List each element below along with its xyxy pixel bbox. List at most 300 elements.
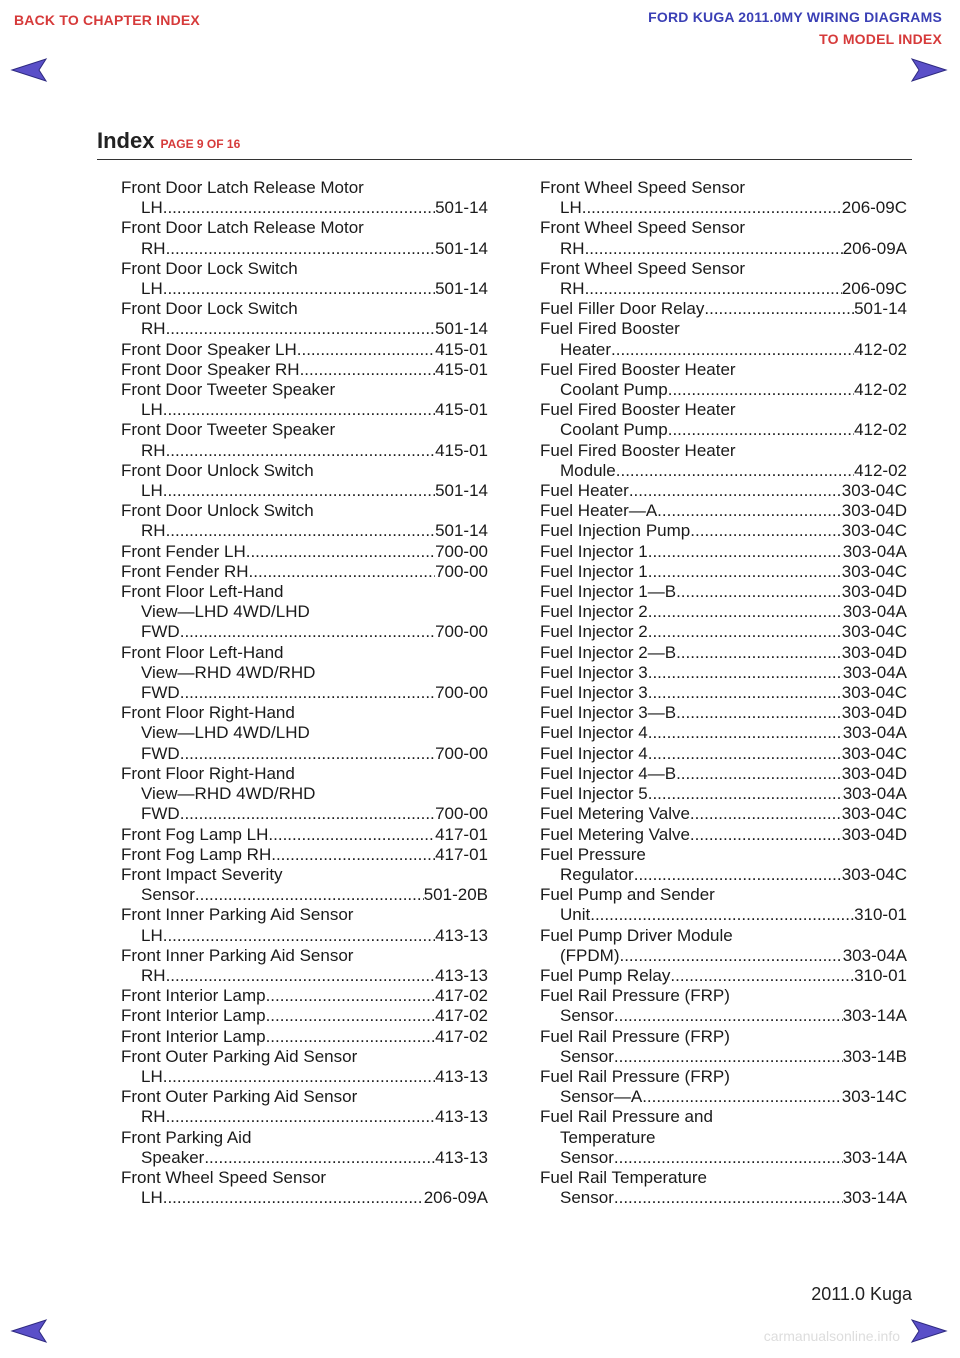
index-entry-page-ref[interactable]: 501-14	[435, 319, 488, 339]
index-entry-leader-row	[540, 299, 907, 319]
index-entry-leader-row	[540, 643, 907, 663]
index-entry[interactable]	[540, 986, 907, 1026]
dot-leader	[163, 1067, 435, 1087]
index-entry[interactable]	[540, 966, 907, 986]
index-entry-leader-row	[540, 461, 907, 481]
index-entry-page-ref[interactable]: 413-13	[435, 965, 488, 985]
index-entry[interactable]	[121, 218, 488, 258]
next-page-right-arrow-icon[interactable]	[910, 57, 948, 83]
index-entry-leader-row	[121, 319, 488, 339]
index-entry-page-ref[interactable]: 303-14A	[842, 1006, 907, 1026]
index-entry-label-line: Front Door Lock Switch	[121, 258, 298, 278]
index-entry-leader-row	[540, 1148, 907, 1168]
index-entry-label-line: Fuel Pressure	[540, 844, 646, 864]
index-entry-leader-row	[540, 784, 907, 804]
index-entry-leader-row	[540, 521, 907, 541]
dot-leader	[619, 946, 842, 966]
index-entry[interactable]	[540, 703, 907, 723]
index-entry-leader-row	[540, 340, 907, 360]
index-entry-page-ref[interactable]: 303-04D	[841, 501, 907, 521]
index-entry-label-line: Front Parking Aid	[121, 1127, 252, 1147]
dot-leader	[629, 481, 842, 501]
index-entry-label: Fuel Injector 2—B	[540, 642, 677, 662]
index-entry-leader-row	[540, 481, 907, 501]
dot-leader	[166, 521, 436, 541]
index-entry-label: LH	[141, 279, 163, 299]
index-entry[interactable]	[121, 825, 488, 845]
index-entry-page-ref[interactable]: 415-01	[435, 400, 488, 420]
dot-leader	[249, 562, 436, 582]
index-entry-label-line: Front Door Tweeter Speaker	[121, 380, 336, 400]
index-entry-leader-row	[121, 198, 488, 218]
index-entry-leader-row	[121, 1188, 488, 1208]
index-entry-label-line: Fuel Rail Pressure (FRP)	[540, 1066, 730, 1086]
index-entry-page-ref[interactable]: 700-00	[435, 541, 488, 561]
index-entry[interactable]	[540, 804, 907, 824]
index-entry-page-ref[interactable]: 303-04C	[841, 864, 907, 884]
dot-leader	[634, 865, 842, 885]
index-entry-page-ref[interactable]: 303-14A	[842, 1147, 907, 1167]
dot-leader	[614, 1148, 843, 1168]
dot-leader	[648, 784, 843, 804]
index-entry-leader-row	[121, 1006, 488, 1026]
back-to-chapter-index-link[interactable]: BACK TO CHAPTER INDEX	[14, 12, 200, 28]
index-entry-page-ref[interactable]: 417-02	[435, 986, 488, 1006]
index-entry-leader-row	[540, 825, 907, 845]
index-entry[interactable]	[540, 562, 907, 582]
index-entry-leader-row	[540, 744, 907, 764]
index-entry-page-ref[interactable]: 415-01	[435, 339, 488, 359]
index-entry[interactable]	[540, 542, 907, 562]
dot-leader	[668, 420, 854, 440]
dot-leader	[266, 986, 436, 1006]
index-entry-page-ref[interactable]: 412-02	[854, 380, 907, 400]
index-entry-page-ref[interactable]: 303-04C	[841, 481, 907, 501]
footer-model-year: 2011.0 Kuga	[811, 1284, 912, 1304]
dot-leader	[585, 239, 843, 259]
index-entry-label: Fuel Injector 1	[540, 541, 648, 561]
dot-leader	[585, 279, 842, 299]
index-entry-page-ref[interactable]: 417-02	[435, 1026, 488, 1046]
index-entry[interactable]	[540, 481, 907, 501]
index-entry-label: Fuel Injector 4	[540, 723, 648, 743]
index-entry-label-line: Front Inner Parking Aid Sensor	[121, 905, 354, 925]
index-entry-page-ref[interactable]: 303-04C	[841, 683, 907, 703]
index-entry-label: FWD	[141, 804, 180, 824]
index-entry-page-ref[interactable]: 415-01	[435, 440, 488, 460]
index-entry-leader-row	[121, 885, 488, 905]
index-entry-leader-row	[121, 441, 488, 461]
index-entry-label: Fuel Injector 5	[540, 784, 648, 804]
index-entry-label: Front Fog Lamp RH	[121, 844, 272, 864]
index-entry-page-ref[interactable]: 303-04A	[842, 541, 907, 561]
index-entry-leader-row	[540, 1087, 907, 1107]
index-entry[interactable]	[540, 319, 907, 359]
index-entry-page-ref[interactable]: 412-02	[854, 339, 907, 359]
index-entry-label: Speaker	[141, 1147, 205, 1167]
dot-leader	[648, 602, 843, 622]
index-entry-label: Fuel Metering Valve	[540, 804, 690, 824]
index-entry[interactable]	[540, 259, 907, 299]
index-entry-page-ref[interactable]: 206-09A	[842, 238, 907, 258]
index-entry-label: (FPDM)	[560, 945, 620, 965]
index-entry-leader-row	[540, 562, 907, 582]
index-entry[interactable]	[540, 784, 907, 804]
index-entry[interactable]	[540, 521, 907, 541]
index-entry[interactable]	[121, 380, 488, 420]
index-entry-page-ref[interactable]: 501-14	[435, 238, 488, 258]
index-entry-page-ref[interactable]: 501-14	[435, 279, 488, 299]
index-entry[interactable]	[121, 259, 488, 299]
index-entry-label: Fuel Injector 4	[540, 743, 648, 763]
index-entry-label: Fuel Injector 3—B	[540, 703, 677, 723]
index-entry-label: RH	[141, 440, 166, 460]
dot-leader	[690, 804, 842, 824]
document-title: FORD KUGA 2011.0MY WIRING DIAGRAMS	[648, 9, 942, 25]
index-entry-label-line: View—LHD 4WD/LHD	[141, 723, 310, 743]
index-entry-page-ref[interactable]: 310-01	[854, 905, 907, 925]
index-entry-label-line: Fuel Fired Booster Heater	[540, 440, 736, 460]
index-entry-page-ref[interactable]: 501-20B	[423, 885, 488, 905]
index-entry-leader-row	[121, 1067, 488, 1087]
index-entry-page-ref[interactable]: 303-04A	[842, 723, 907, 743]
index-entry-label: Fuel Injector 3	[540, 683, 648, 703]
index-entry-page-ref[interactable]: 501-14	[854, 299, 907, 319]
index-entry-label-line: Temperature	[560, 1127, 656, 1147]
index-entry-label: Coolant Pump	[560, 380, 668, 400]
index-entry-label-line: Fuel Rail Pressure (FRP)	[540, 1026, 730, 1046]
index-entry-leader-row	[540, 239, 907, 259]
index-entry[interactable]	[121, 703, 488, 764]
index-entry-label: RH	[560, 238, 585, 258]
prev-page-left-arrow-icon[interactable]	[10, 57, 48, 83]
index-entry-leader-row	[121, 1027, 488, 1047]
index-entry[interactable]	[121, 542, 488, 562]
index-entry[interactable]	[121, 1027, 488, 1047]
index-entry-leader-row	[540, 1006, 907, 1026]
index-entry-page-ref[interactable]: 700-00	[435, 804, 488, 824]
index-entry-label: Fuel Metering Valve	[540, 824, 690, 844]
dot-leader	[614, 1006, 843, 1026]
index-entry[interactable]	[121, 946, 488, 986]
index-entry[interactable]	[121, 562, 488, 582]
index-entry[interactable]	[121, 986, 488, 1006]
dot-leader	[590, 905, 854, 925]
dot-leader	[668, 380, 854, 400]
index-entry-page-ref[interactable]: 700-00	[435, 561, 488, 581]
index-entry[interactable]	[540, 582, 907, 602]
index-entry-label-line: Fuel Rail Pressure and	[540, 1107, 713, 1127]
index-entry-label: LH	[141, 400, 163, 420]
dot-leader	[166, 1107, 436, 1127]
index-entry-page-ref[interactable]: 700-00	[435, 743, 488, 763]
index-entry-label-line: Front Outer Parking Aid Sensor	[121, 1087, 358, 1107]
index-entry-leader-row	[540, 663, 907, 683]
index-entry-label: Fuel Pump Relay	[540, 965, 671, 985]
dot-leader	[166, 441, 436, 461]
index-entry-label: Fuel Filler Door Relay	[540, 299, 705, 319]
index-entry-page-ref[interactable]: 303-04A	[842, 602, 907, 622]
index-entry-label: Regulator	[560, 864, 634, 884]
index-entry[interactable]	[540, 218, 907, 258]
index-entry-label-line: Fuel Rail Pressure (FRP)	[540, 986, 730, 1006]
index-entry-page-ref[interactable]: 415-01	[435, 359, 488, 379]
index-entry[interactable]	[540, 1067, 907, 1107]
index-entry-page-ref[interactable]: 303-04A	[842, 662, 907, 682]
dot-leader	[180, 744, 435, 764]
index-entry-page-ref[interactable]: 303-04D	[841, 703, 907, 723]
index-entry-leader-row	[540, 582, 907, 602]
dot-leader	[163, 481, 435, 501]
dot-leader	[676, 703, 842, 723]
index-entry[interactable]	[540, 178, 907, 218]
page-title: Index	[97, 128, 155, 153]
index-entry-label: Fuel Heater—A	[540, 501, 658, 521]
index-entry[interactable]	[540, 299, 907, 319]
index-entry-page-ref[interactable]: 501-14	[435, 198, 488, 218]
index-entry[interactable]	[121, 643, 488, 704]
index-entry-label: Front Fog Lamp LH	[121, 824, 269, 844]
index-entry-label: Fuel Injector 1—B	[540, 582, 677, 602]
index-entry-leader-row	[121, 845, 488, 865]
dot-leader	[297, 340, 435, 360]
index-entry-page-ref[interactable]: 303-14A	[842, 1188, 907, 1208]
index-entry-page-ref[interactable]: 303-04D	[841, 824, 907, 844]
index-entry[interactable]	[540, 764, 907, 784]
index-entry-label-line: Front Wheel Speed Sensor	[540, 218, 746, 238]
index-entry-label: FWD	[141, 743, 180, 763]
index-entry[interactable]	[121, 1087, 488, 1127]
index-entry-label-line: Front Impact Severity	[121, 864, 283, 884]
index-entry-page-ref[interactable]: 413-13	[435, 925, 488, 945]
index-entry[interactable]	[121, 461, 488, 501]
index-entry-label: Fuel Injector 1	[540, 561, 648, 581]
index-entry-page-ref[interactable]: 310-01	[854, 965, 907, 985]
index-entry-label-line: Front Inner Parking Aid Sensor	[121, 945, 354, 965]
index-entry-leader-row	[540, 1047, 907, 1067]
index-entry-page-ref[interactable]: 303-04C	[841, 622, 907, 642]
index-entry[interactable]	[540, 845, 907, 885]
index-entry[interactable]	[121, 764, 488, 825]
index-entry-label: FWD	[141, 622, 180, 642]
index-entry-page-ref[interactable]: 303-04D	[841, 582, 907, 602]
dot-leader	[166, 319, 436, 339]
index-entry[interactable]	[540, 1027, 907, 1067]
index-entry-leader-row	[540, 1188, 907, 1208]
dot-leader	[614, 1047, 843, 1067]
dot-leader	[195, 885, 424, 905]
index-entry-label: RH	[141, 319, 166, 339]
index-header	[97, 128, 240, 154]
index-entry-label-line: Front Door Unlock Switch	[121, 501, 314, 521]
index-entry-label: FWD	[141, 683, 180, 703]
index-entry-page-ref[interactable]: 700-00	[435, 622, 488, 642]
index-entry-label: Fuel Injector 3	[540, 662, 648, 682]
dot-leader	[582, 198, 842, 218]
index-entry[interactable]	[540, 663, 907, 683]
dot-leader	[648, 622, 842, 642]
index-entry-label-line: Front Door Latch Release Motor	[121, 218, 364, 238]
index-entry[interactable]	[540, 744, 907, 764]
index-entry-label: Fuel Injection Pump	[540, 521, 691, 541]
index-entry-label: Unit	[560, 905, 591, 925]
index-entry-label: Sensor	[141, 885, 195, 905]
dot-leader	[180, 804, 435, 824]
index-entry-page-ref[interactable]: 303-14C	[841, 1087, 907, 1107]
prev-page-left-arrow-icon[interactable]	[10, 1318, 48, 1344]
index-entry-page-ref[interactable]: 501-14	[435, 481, 488, 501]
index-entry[interactable]	[540, 643, 907, 663]
index-entry[interactable]	[540, 441, 907, 481]
index-entry-leader-row	[121, 542, 488, 562]
index-entry-leader-row	[121, 683, 488, 703]
to-model-index-link[interactable]: TO MODEL INDEX	[819, 31, 942, 47]
index-entry-page-ref[interactable]: 303-04A	[842, 784, 907, 804]
index-entry-label-line: Front Wheel Speed Sensor	[121, 1167, 327, 1187]
index-entry-leader-row	[121, 1148, 488, 1168]
index-entry-leader-row	[540, 865, 907, 885]
index-entry-label: Front Door Speaker LH	[121, 339, 297, 359]
index-entry-page-ref[interactable]: 412-02	[854, 460, 907, 480]
index-entry-label: Heater	[560, 339, 612, 359]
index-entry-leader-row	[540, 420, 907, 440]
dot-leader	[676, 764, 842, 784]
index-entry-page-ref[interactable]: 206-09C	[841, 279, 907, 299]
index-entry-label: Fuel Injector 2	[540, 622, 648, 642]
index-entry-label: Front Fender RH	[121, 561, 249, 581]
index-entry-page-ref[interactable]: 303-04A	[842, 945, 907, 965]
index-entry-leader-row	[540, 279, 907, 299]
index-entry-label-line: Fuel Fired Booster Heater	[540, 400, 736, 420]
index-entry-leader-row	[121, 804, 488, 824]
index-entry[interactable]	[540, 1168, 907, 1208]
index-entry-leader-row	[121, 521, 488, 541]
index-entry-page-ref[interactable]: 417-01	[435, 844, 488, 864]
index-entry-page-ref[interactable]: 413-13	[435, 1066, 488, 1086]
index-entry[interactable]	[540, 360, 907, 400]
index-entry-label: RH	[141, 1107, 166, 1127]
index-entry-label: Front Interior Lamp	[121, 1026, 266, 1046]
index-entry-label-line: View—LHD 4WD/LHD	[141, 602, 310, 622]
index-entry-page-ref[interactable]: 700-00	[435, 683, 488, 703]
index-entry[interactable]	[540, 400, 907, 440]
index-entry[interactable]	[121, 1168, 488, 1208]
index-entry-page-ref[interactable]: 303-04C	[841, 743, 907, 763]
index-entry-label: Coolant Pump	[560, 420, 668, 440]
index-entry-page-ref[interactable]: 417-02	[435, 1006, 488, 1026]
index-entry-label-line: Front Floor Left-Hand	[121, 582, 284, 602]
page-number-info: PAGE 9 OF 16	[160, 137, 241, 151]
index-entry-label: Sensor	[560, 1147, 614, 1167]
index-entry[interactable]	[540, 683, 907, 703]
index-entry[interactable]	[121, 1128, 488, 1168]
dot-leader	[163, 279, 435, 299]
index-entry[interactable]	[121, 340, 488, 360]
index-entry-label-line: Front Door Latch Release Motor	[121, 178, 364, 197]
dot-leader	[704, 299, 854, 319]
index-entry-label: Sensor	[560, 1006, 614, 1026]
next-page-right-arrow-icon[interactable]	[910, 1318, 948, 1344]
index-entry-page-ref[interactable]: 206-09C	[841, 198, 907, 218]
index-entry[interactable]	[540, 622, 907, 642]
dot-leader	[648, 562, 842, 582]
index-entry-label: Sensor	[560, 1046, 614, 1066]
index-entry-label: LH	[141, 925, 163, 945]
dot-leader	[670, 966, 854, 986]
index-entry-leader-row	[121, 562, 488, 582]
index-entry[interactable]	[121, 360, 488, 380]
index-entry[interactable]	[121, 582, 488, 643]
index-entry[interactable]	[540, 723, 907, 743]
index-entry[interactable]	[121, 178, 488, 218]
index-entry[interactable]	[121, 420, 488, 460]
dot-leader	[180, 622, 435, 642]
index-entry-label: Sensor—A	[560, 1087, 643, 1107]
dot-leader	[163, 198, 435, 218]
dot-leader	[166, 966, 436, 986]
index-entry-page-ref[interactable]: 412-02	[854, 420, 907, 440]
index-entry-label: LH	[141, 1066, 163, 1086]
index-column-right	[540, 178, 907, 1208]
index-entry-label-line: Front Floor Left-Hand	[121, 642, 284, 662]
index-entry[interactable]	[121, 299, 488, 339]
index-entry-page-ref[interactable]: 303-04C	[841, 804, 907, 824]
index-entry-leader-row	[540, 198, 907, 218]
index-entry[interactable]	[540, 1107, 907, 1168]
dot-leader	[163, 400, 435, 420]
index-entry[interactable]	[540, 501, 907, 521]
index-entry-label: LH	[141, 1188, 163, 1208]
index-entry[interactable]	[121, 1006, 488, 1026]
index-entry[interactable]	[540, 885, 907, 925]
index-entry-page-ref[interactable]: 303-04C	[841, 521, 907, 541]
dot-leader	[180, 683, 435, 703]
dot-leader	[676, 582, 842, 602]
index-entry[interactable]	[540, 825, 907, 845]
index-entry-page-ref[interactable]: 206-09A	[423, 1188, 488, 1208]
index-entry-label: LH	[141, 198, 163, 218]
index-entry-label-line: Fuel Pump Driver Module	[540, 925, 733, 945]
index-entry-leader-row	[121, 926, 488, 946]
index-entry-label-line: Front Door Lock Switch	[121, 299, 298, 319]
index-entry[interactable]	[121, 501, 488, 541]
index-entry[interactable]	[121, 845, 488, 865]
index-entry-page-ref[interactable]: 303-04D	[841, 763, 907, 783]
index-entry[interactable]	[121, 905, 488, 945]
index-entry-leader-row	[540, 703, 907, 723]
index-entry-page-ref[interactable]: 303-04D	[841, 642, 907, 662]
index-entry[interactable]	[540, 926, 907, 966]
index-entry-page-ref[interactable]: 413-13	[435, 1107, 488, 1127]
index-entry-page-ref[interactable]: 303-14B	[842, 1046, 907, 1066]
index-entry-page-ref[interactable]: 417-01	[435, 824, 488, 844]
index-entry-leader-row	[540, 905, 907, 925]
index-entry-leader-row	[121, 986, 488, 1006]
index-entry[interactable]	[540, 602, 907, 622]
index-entry-leader-row	[121, 279, 488, 299]
dot-leader	[648, 723, 843, 743]
index-entry-page-ref[interactable]: 303-04C	[841, 561, 907, 581]
dot-leader	[648, 663, 843, 683]
index-entry-page-ref[interactable]: 413-13	[435, 1147, 488, 1167]
index-entry-leader-row	[121, 744, 488, 764]
index-entry[interactable]	[121, 865, 488, 905]
index-entry-label: Fuel Heater	[540, 481, 629, 501]
index-entry-page-ref[interactable]: 501-14	[435, 521, 488, 541]
index-entry[interactable]	[121, 1047, 488, 1087]
index-entry-leader-row	[540, 380, 907, 400]
index-entry-label-line: Fuel Fired Booster	[540, 319, 680, 339]
